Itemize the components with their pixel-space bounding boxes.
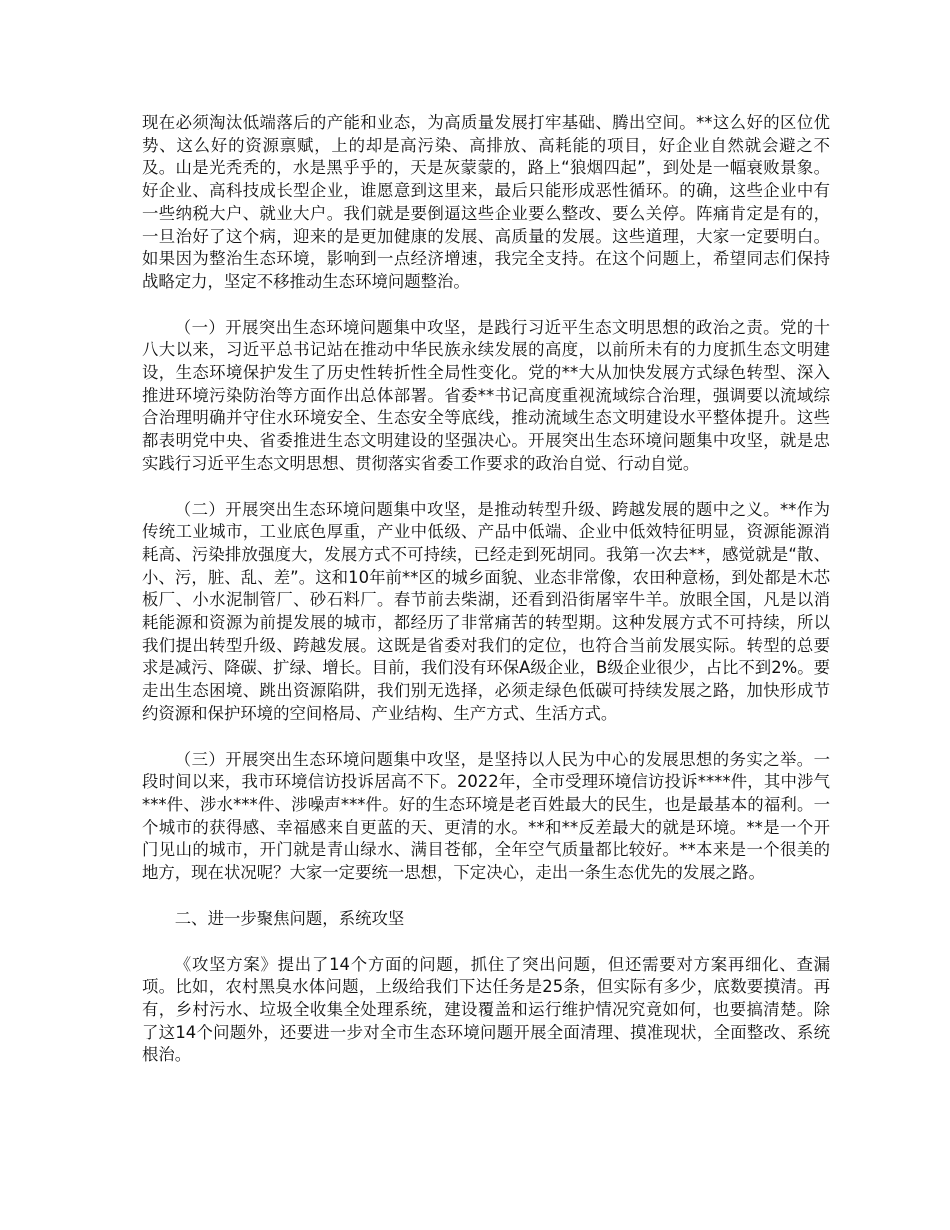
- document-page: [142, 112, 830, 1090]
- paragraph-point-3: （三）开展突出生态环境问题集中攻坚，是坚持以人民为中心的发展思想的务实之举。一段时间以来，我市环境信访投诉居高不下。2022年，全市受理环境信访投诉****件，其中涉气***件、涉水***件、涉噪声***件。好的生态环境是老百姓最大的民生，也是最基本的福利。一个城市的获得感、幸福感来自更蓝的天、更清的水。**和**反差最大的就是环境。**是一个开门见山的城市，开门就是青山绿水、满目苍郁，全年空气质量都比较好。**本来是一个很美的地方，现在状况呢？大家一定要统一思想，下定决心，走出一条生态优先的发展之路。: [142, 749, 830, 883]
- paragraph-point-1: （一）开展突出生态环境问题集中攻坚，是践行习近平生态文明思想的政治之责。党的十八大以来，习近平总书记站在推动中华民族永续发展的高度，以前所未有的力度抓生态文明建设，生态环境保护发生了历史性转折性全局性变化。党的**大从加快发展方式绿色转型、深入推进环境污染防治等方面作出总体部署。省委**书记高度重视流域综合治理，强调要以流域综合治理明确并守住水环境安全、生态安全等底线，推动流域生态文明建设水平整体提升。这些都表明党中央、省委推进生态文明建设的坚强决心。开展突出生态环境问题集中攻坚，就是忠实践行习近平生态文明思想、贯彻落实省委工作要求的政治自觉、行动自觉。: [142, 317, 830, 473]
- paragraph-intro: 现在必须淘汰低端落后的产能和业态，为高质量发展打牢基础、腾出空间。**这么好的区位优势、这么好的资源禀赋，上的却是高污染、高排放、高耗能的项目，好企业自然就会避之不及。山是光秃秃的，水是黑乎乎的，天是灰蒙蒙的，路上“狼烟四起”，到处是一幅衰败景象。好企业、高科技成长型企业，谁愿意到这里来，最后只能形成恶性循环。的确，这些企业中有一些纳税大户、就业大户。我们就是要倒逼这些企业要么整改、要么关停。阵痛肯定是有的，一旦治好了这个病，迎来的是更加健康的发展、高质量的发展。这些道理，大家一定要明白。如果因为整治生态环境，影响到一点经济增速，我完全支持。在这个问题上，希望同志们保持战略定力，坚定不移推动生态环境问题整治。: [142, 113, 830, 291]
- paragraph-point-2: （二）开展突出生态环境问题集中攻坚，是推动转型升级、跨越发展的题中之义。**作为传统工业城市，工业底色厚重，产业中低级、产品中低端、企业中低效特征明显，资源能源消耗高、污染排放强度大，发展方式不可持续，已经走到死胡同。我第一次去**，感觉就是“散、小、污，脏、乱、差”。这和10年前**区的城乡面貌、业态非常像，农田种意杨，到处都是木芯板厂、小水泥制管厂、砂石料厂。春节前去柴湖，还看到沿街屠宰牛羊。放眼全国，凡是以消耗能源和资源为前提发展的城市，都经历了非常痛苦的转型期。这种发展方式不可持续，所以我们提出转型升级、跨越发展。这既是省委对我们的定位，也符合当前发展实际。转型的总要求是减污、降碳、扩绿、增长。目前，我们没有环保A级企业，B级企业很少，占比不到2%。要走出生态困境、跳出资源陷阱，我们别无选择，必须走绿色低碳可持续发展之路，加快形成节约资源和保护环境的空间格局、产业结构、生产方式、生活方式。: [142, 499, 830, 723]
- paragraph-final: 《攻坚方案》提出了14个方面的问题，抓住了突出问题，但还需要对方案再细化、查漏项。比如，农村黑臭水体问题，上级给我们下达任务是25条，但实际有多少，底数要摸清。再有，乡村污水、垃圾全收集全处理系统，建设覆盖和运行维护情况究竟如何，也要搞清楚。除了这14个问题外，还要进一步对全市生态环境问题开展全面清理、摸准现状，全面整改、系统根治。: [142, 954, 830, 1065]
- section-heading: 二、进一步聚焦问题，系统攻坚: [174, 908, 405, 928]
